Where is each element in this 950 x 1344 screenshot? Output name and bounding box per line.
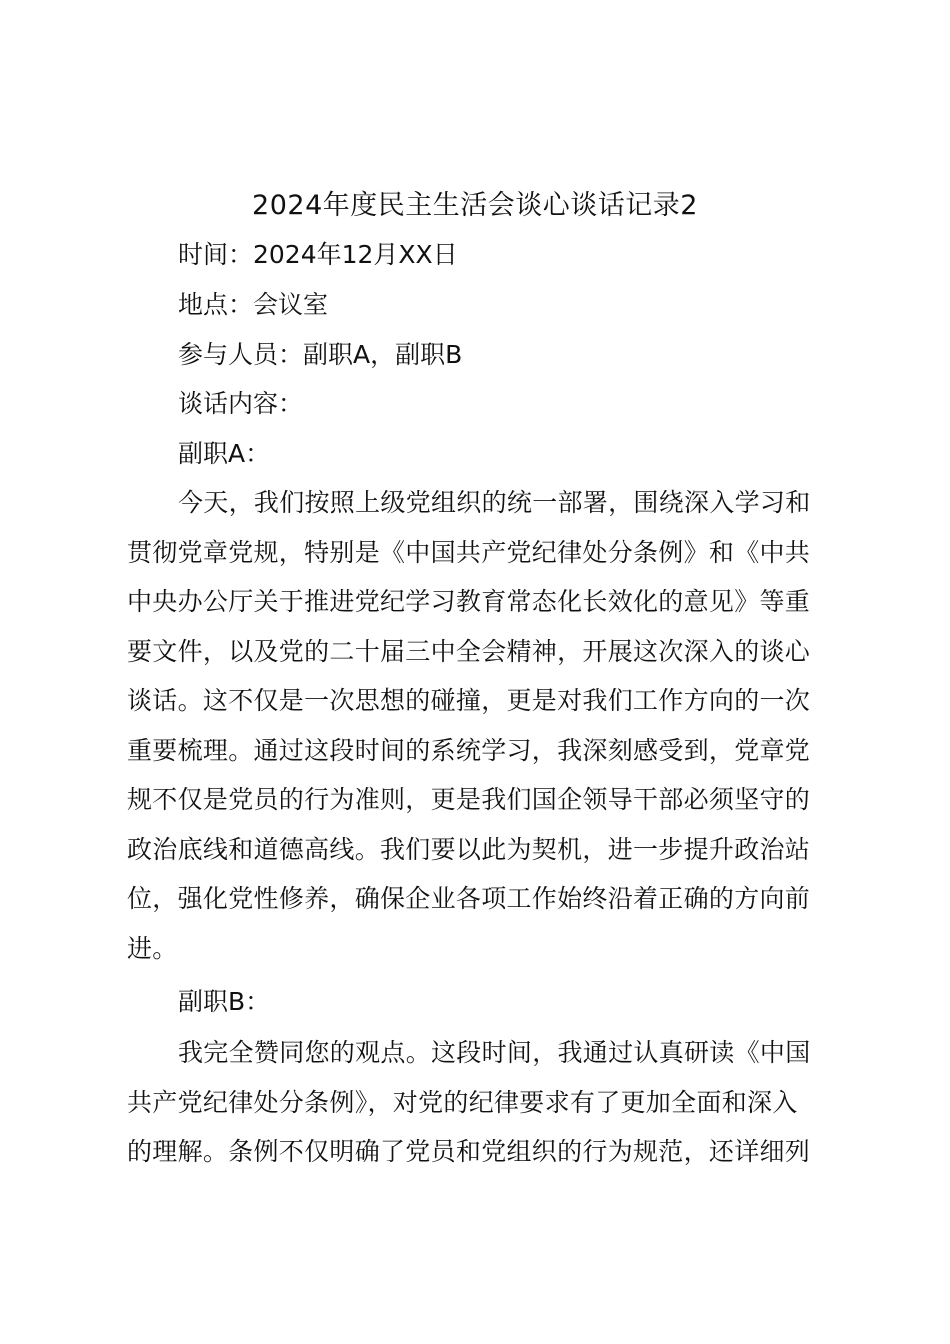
- speaker-b-label: 副职B：: [178, 987, 271, 1016]
- statement-line: 的理解。条例不仅明确了党员和党组织的行为规范，还详细列: [127, 1137, 811, 1166]
- meeting-place: 地点：会议室: [178, 290, 329, 319]
- statement-line: 今天，我们按照上级党组织的统一部署，围绕深入学习和: [178, 488, 811, 517]
- document-title: 2024年度民主生活会谈心谈话记录2: [252, 190, 698, 221]
- speaker-b-statement: [127, 1028, 837, 1177]
- statement-line: 谈话。这不仅是一次思想的碰撞，更是对我们工作方向的一次: [127, 686, 811, 715]
- speaker-a-label: 副职A：: [178, 439, 271, 468]
- meeting-time: 时间：2024年12月XX日: [178, 240, 458, 269]
- statement-line: 共产党纪律处分条例》，对党的纪律要求有了更加全面和深入: [127, 1087, 798, 1117]
- statement-line: 中央办公厅关于推进党纪学习教育常态化长效化的意见》等重: [127, 587, 811, 616]
- statement-line: 要文件，以及党的二十届三中全会精神，开展这次深入的谈心: [127, 636, 811, 666]
- statement-line: 贯彻党章党规，特别是《中国共产党纪律处分条例》和《中共: [127, 537, 811, 567]
- meeting-participants: 参与人员：副职A，副职B: [178, 340, 463, 369]
- statement-line: 政治底线和道德高线。我们要以此为契机，进一步提升政治站: [127, 834, 811, 864]
- statement-line: 进。: [127, 933, 178, 963]
- statement-line: 位，强化党性修养，确保企业各项工作始终沿着正确的方向前: [127, 884, 811, 913]
- statement-line: 重要梳理。通过这段时间的系统学习，我深刻感受到，党章党: [127, 735, 811, 765]
- content-heading: 谈话内容：: [178, 389, 304, 418]
- speaker-a-statement: [127, 478, 837, 973]
- statement-line: 规不仅是党员的行为准则，更是我们国企领导干部必须坚守的: [127, 785, 811, 814]
- statement-line: 我完全赞同您的观点。这段时间，我通过认真研读《中国: [178, 1038, 811, 1067]
